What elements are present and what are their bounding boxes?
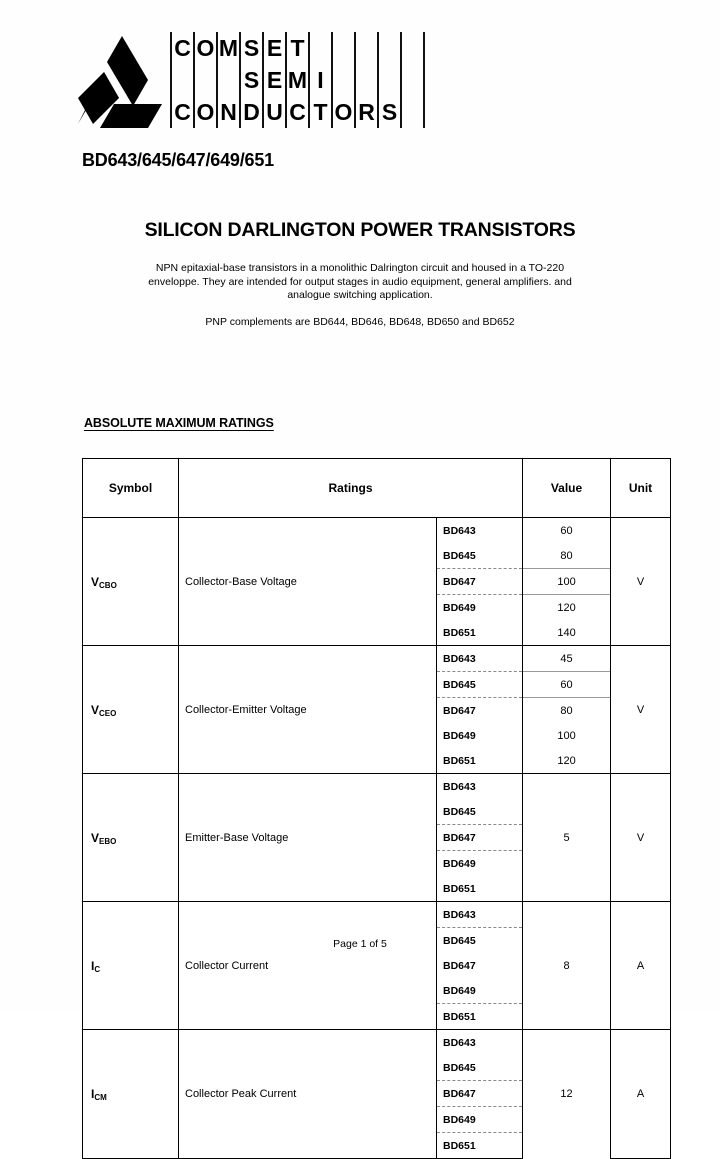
part-number-cell: BD647 <box>437 1081 523 1107</box>
table-row <box>83 902 671 928</box>
symbol-base: V <box>91 830 100 845</box>
unit-cell-icm: A <box>611 1030 671 1159</box>
symbol-cell-icm <box>83 1030 179 1159</box>
value-cell: 120 <box>523 595 611 621</box>
part-number-cell: BD647 <box>437 698 523 724</box>
value-cell-icm: 12 <box>523 1030 611 1159</box>
unit-cell-ic: A <box>611 902 671 1030</box>
wordmark-letter: E <box>266 67 283 93</box>
unit-cell-vebo: V <box>611 774 671 902</box>
value-cell: 100 <box>523 569 611 595</box>
symbol-subscript: EBO <box>99 836 117 846</box>
part-number-cell: BD651 <box>437 1133 523 1159</box>
column-header-unit: Unit <box>611 459 671 518</box>
part-number-cell: BD645 <box>437 928 523 954</box>
symbol-subscript: CBO <box>99 580 117 590</box>
wordmark-letter: S <box>381 99 398 125</box>
value-cell-vebo: 5 <box>523 774 611 902</box>
table-row <box>83 646 671 672</box>
part-number-cell: BD649 <box>437 978 523 1004</box>
value-cell: 140 <box>523 620 611 646</box>
wordmark-letter: U <box>266 99 283 125</box>
absolute-maximum-ratings-table <box>82 458 671 1159</box>
wordmark-letter: S <box>243 35 260 61</box>
value-cell: 100 <box>523 723 611 748</box>
column-header-value: Value <box>523 459 611 518</box>
value-cell: 60 <box>523 518 611 544</box>
wordmark-row-comset <box>170 32 426 64</box>
symbol-cell-vceo <box>83 646 179 774</box>
product-description: NPN epitaxial-base transistors in a monolithic Dalrington circuit and housed in a TO-220 enveloppe. They are intended for output stages in audio equipment, general amplifiers. and analogue switching application. <box>148 262 572 301</box>
part-number-cell: BD643 <box>437 646 523 672</box>
wordmark-letter: C <box>174 35 191 61</box>
part-number-cell: BD643 <box>437 902 523 928</box>
table-row <box>83 1030 671 1056</box>
wordmark-letter: T <box>313 99 328 125</box>
rating-description-ic: Collector Current <box>179 902 437 1030</box>
company-wordmark <box>170 32 426 128</box>
wordmark-letter: M <box>287 67 308 93</box>
symbol-subscript: CEO <box>99 708 117 718</box>
comset-triangle-logo-icon <box>78 32 162 130</box>
part-number-cell: BD645 <box>437 672 523 698</box>
pnp-complements-note: PNP complements are BD644, BD646, BD648, BD650 and BD652 <box>205 316 515 328</box>
wordmark-letter: O <box>196 35 215 61</box>
column-header-symbol: Symbol <box>83 459 179 518</box>
part-number-cell: BD651 <box>437 620 523 646</box>
page-title: SILICON DARLINGTON POWER TRANSISTORS <box>144 219 576 241</box>
part-number-cell: BD649 <box>437 595 523 621</box>
value-cell: 45 <box>523 646 611 672</box>
part-number-cell: BD645 <box>437 799 523 825</box>
wordmark-letter: R <box>358 99 375 125</box>
symbol-subscript: CM <box>94 1093 107 1102</box>
part-number-cell: BD647 <box>437 569 523 595</box>
unit-cell-vceo: V <box>611 646 671 774</box>
part-number-cell: BD651 <box>437 1004 523 1030</box>
part-number-cell: BD651 <box>437 748 523 774</box>
wordmark-letter: D <box>243 99 260 125</box>
table-header-row <box>83 459 671 518</box>
symbol-base: V <box>91 574 100 589</box>
company-logo-block <box>78 32 426 130</box>
part-numbers-heading: BD643/645/647/649/651 <box>82 150 274 170</box>
part-number-cell: BD643 <box>437 774 523 800</box>
wordmark-letter: C <box>289 99 306 125</box>
symbol-cell-ic <box>83 902 179 1030</box>
rating-description-vceo: Collector-Emitter Voltage <box>179 646 437 774</box>
wordmark-letter: T <box>290 35 305 61</box>
column-header-ratings: Ratings <box>179 459 523 518</box>
part-number-cell: BD643 <box>437 518 523 544</box>
rating-description-vebo: Emitter-Base Voltage <box>179 774 437 902</box>
part-number-cell: BD649 <box>437 851 523 877</box>
page-footer: Page 1 of 5 <box>333 938 387 950</box>
wordmark-row-conductors <box>170 96 426 128</box>
wordmark-letter: S <box>243 67 260 93</box>
part-number-cell: BD645 <box>437 1055 523 1081</box>
part-number-cell: BD647 <box>437 825 523 851</box>
wordmark-letter: I <box>317 67 324 93</box>
symbol-base: V <box>91 702 100 717</box>
value-cell: 80 <box>523 543 611 569</box>
part-number-cell: BD649 <box>437 723 523 748</box>
part-number-cell: BD643 <box>437 1030 523 1056</box>
symbol-subscript: C <box>94 964 101 974</box>
table-row <box>83 774 671 800</box>
wordmark-letter: O <box>196 99 215 125</box>
section-heading-absolute-maximum-ratings: ABSOLUTE MAXIMUM RATINGS <box>84 416 274 430</box>
value-cell-ic: 8 <box>523 902 611 1030</box>
rating-description-icm: Collector Peak Current <box>179 1030 437 1159</box>
part-number-cell: BD651 <box>437 876 523 902</box>
wordmark-letter: C <box>174 99 191 125</box>
wordmark-letter: N <box>220 99 237 125</box>
rating-description-vcbo: Collector-Base Voltage <box>179 518 437 646</box>
symbol-base: I <box>91 958 95 973</box>
table-body <box>83 518 671 1159</box>
value-cell: 80 <box>523 698 611 724</box>
value-cell: 60 <box>523 672 611 698</box>
part-number-cell: BD647 <box>437 953 523 978</box>
wordmark-letter: O <box>334 99 353 125</box>
wordmark-letter: M <box>218 35 239 61</box>
table-row <box>83 518 671 544</box>
symbol-base: I <box>91 1087 95 1101</box>
value-cell: 120 <box>523 748 611 774</box>
wordmark-letter: E <box>266 35 283 61</box>
symbol-cell-vebo <box>83 774 179 902</box>
wordmark-row-semi <box>170 64 426 96</box>
part-number-cell: BD649 <box>437 1107 523 1133</box>
symbol-cell-vcbo <box>83 518 179 646</box>
unit-cell-vcbo: V <box>611 518 671 646</box>
part-number-cell: BD645 <box>437 543 523 569</box>
